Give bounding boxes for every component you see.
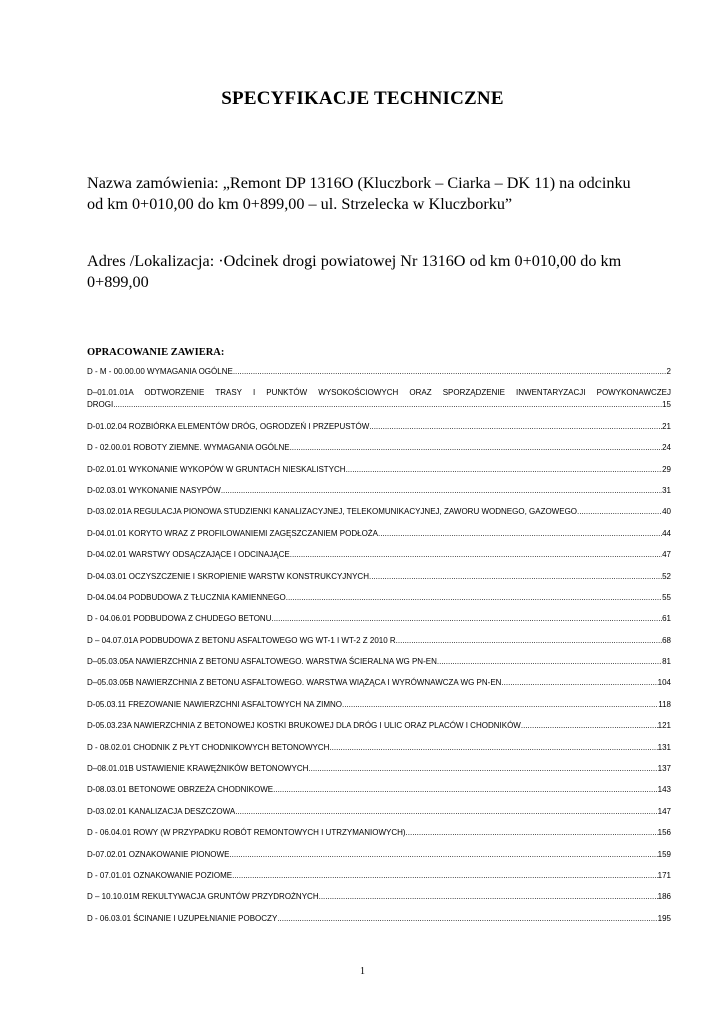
toc-leader-dots <box>233 366 667 378</box>
toc-entry <box>87 870 671 882</box>
toc-entry-page: 121 <box>657 721 671 731</box>
toc-entry-title: D - 06.03.01 ŚCINANIE I UZUPEŁNIANIE POBOCZY <box>87 913 278 923</box>
toc-entry <box>87 506 671 518</box>
toc-entry-title: DROGI <box>87 400 114 410</box>
toc-leader-dots <box>319 891 658 903</box>
toc-entry-page: 44 <box>662 528 671 538</box>
toc-entry-page: 137 <box>657 764 671 774</box>
toc-entry-title: D – 10.10.01M REKULTYWACJA GRUNTÓW PRZYDROŻNYCH <box>87 892 319 902</box>
toc-leader-dots <box>329 742 657 754</box>
address-location <box>87 251 687 293</box>
toc-entry-page: 2 <box>666 367 671 376</box>
toc-entry <box>87 742 671 754</box>
toc-entry-title: D–08.01.01B USTAWIENIE KRAWĘŻNIKÓW BETONOWYCH <box>87 764 309 774</box>
toc-entry-page: 118 <box>658 699 671 709</box>
toc-leader-dots <box>273 784 658 796</box>
toc-entry <box>87 387 671 411</box>
toc-entry-title: D-04.01.01 KORYTO WRAZ Z PROFILOWANIEMI ZAGĘSZCZANIEM PODŁOŻA <box>87 528 379 538</box>
section-heading: OPRACOWANIE ZAWIERA: <box>87 347 225 358</box>
toc-leader-dots <box>437 656 662 668</box>
toc-entry-title: D-04.03.01 OCZYSZCZENIE I SKROPIENIE WARSTW KONSTRUKCYJNYCH <box>87 571 369 581</box>
toc-entry-title: D - 02.00.01 ROBOTY ZIEMNE. WYMAGANIA OGÓLNE <box>87 443 290 453</box>
toc-entry <box>87 635 671 647</box>
toc-entry-page: 81 <box>662 657 671 667</box>
toc-entry <box>87 784 671 796</box>
toc-leader-dots <box>369 571 662 583</box>
toc-entry-page: 21 <box>662 421 671 431</box>
toc-entry-page: 68 <box>662 635 671 645</box>
toc-leader-dots <box>229 849 657 861</box>
toc-entry <box>87 656 671 668</box>
order-name <box>87 173 687 215</box>
toc-entry-title: D-02.01.01 WYKONANIE WYKOPÓW W GRUNTACH NIESKALISTYCH <box>87 464 346 474</box>
toc-entry <box>87 485 671 497</box>
toc-leader-dots <box>232 870 658 882</box>
toc-entry-title: D - 08.02.01 CHODNIK Z PŁYT CHODNIKOWYCH BETONOWYCH <box>87 742 330 752</box>
toc-entry-page: 47 <box>662 550 671 560</box>
toc-entry-page: 29 <box>662 464 671 474</box>
toc-leader-dots <box>406 827 658 839</box>
toc-entry <box>87 571 671 583</box>
toc-entry-page: 186 <box>657 892 671 902</box>
order-name-line-1: Nazwa zamówienia: „Remont DP 1316O (Kluczbork – Ciarka – DK 11) na odcinku <box>87 174 631 192</box>
toc-leader-dots <box>342 699 658 711</box>
toc-entry-title: D-05.03.23A NAWIERZCHNIA Z BETONOWEJ KOSTKI BRUKOWEJ DLA DRÓG I ULIC ORAZ PLACÓW I CHODNIKÓW <box>87 721 521 731</box>
toc-entry <box>87 699 671 711</box>
toc-entry <box>87 806 671 818</box>
toc-entry <box>87 891 671 903</box>
toc-entry <box>87 677 671 689</box>
toc-entry-title: D - M - 00.00.00 WYMAGANIA OGÓLNE <box>87 367 233 376</box>
toc-entry <box>87 528 671 540</box>
page-number: 1 <box>360 966 365 977</box>
toc-leader-dots <box>286 592 662 604</box>
toc-entry-title: D–05.03.05A NAWIERZCHNIA Z BETONU ASFALTOWEGO. WARSTWA ŚCIERALNA WG PN-EN <box>87 657 437 667</box>
toc-leader-dots <box>501 677 657 689</box>
toc-leader-dots <box>221 485 662 497</box>
toc-entry-page: 171 <box>657 870 671 880</box>
toc-entry-page: 52 <box>662 571 671 581</box>
toc-entry <box>87 849 671 861</box>
toc-entry <box>87 763 671 775</box>
toc-entry-title: D–05.03.05B NAWIERZCHNIA Z BETONU ASFALTOWEGO. WARSTWA WIĄŻĄCA I WYRÓWNAWCZA WG PN-EN <box>87 678 502 688</box>
toc-entry <box>87 613 671 625</box>
toc-entry-title: D-08.03.01 BETONOWE OBRZEŻA CHODNIKOWE <box>87 785 274 795</box>
toc-entry <box>87 421 671 433</box>
toc-leader-dots <box>290 442 663 454</box>
toc-entry <box>87 913 671 925</box>
address-line-1: Adres /Lokalizacja: ·Odcinek drogi powiatowej Nr 1316O od km 0+010,00 do km <box>87 252 622 270</box>
toc-entry-title: D - 07.01.01 OZNAKOWANIE POZIOME <box>87 870 233 880</box>
toc-entry-page: 31 <box>662 485 671 495</box>
toc-leader-dots <box>290 549 662 561</box>
order-name-line-2: od km 0+010,00 do km 0+899,00 – ul. Strzelecka w Kluczborku” <box>87 195 513 213</box>
toc-entry-page: 55 <box>662 592 671 602</box>
toc-leader-dots <box>577 506 662 518</box>
toc-leader-dots <box>113 399 662 411</box>
toc-entry-title: D-05.03.11 FREZOWANIE NAWIERZCHNI ASFALTOWYCH NA ZIMNO <box>87 699 342 709</box>
document-title: SPECYFIKACJE TECHNICZNE <box>221 88 504 109</box>
toc-entry <box>87 720 671 732</box>
toc-entry <box>87 442 671 454</box>
toc-entry-page: 156 <box>657 828 671 838</box>
address-line-2: 0+899,00 <box>87 273 149 291</box>
toc-entry-page: 40 <box>662 507 671 517</box>
toc-entry-title: D - 04.06.01 PODBUDOWA Z CHUDEGO BETONU <box>87 614 272 624</box>
toc-entry-page: 61 <box>662 614 671 624</box>
toc-entry-page: 104 <box>657 678 671 688</box>
toc-entry-page: 159 <box>657 849 671 859</box>
toc-entry <box>87 464 671 476</box>
toc-entry-title: D-03.02.01 KANALIZACJA DESZCZOWA <box>87 806 236 816</box>
toc-entry <box>87 827 671 839</box>
toc-entry-title: D-07.02.01 OZNAKOWANIE PIONOWE <box>87 849 230 859</box>
toc-entry-title: D-04.02.01 WARSTWY ODSĄCZAJĄCE I ODCINAJĄCE <box>87 550 290 560</box>
toc-leader-dots <box>346 464 663 476</box>
toc-entry-title-line-1: D–01.01.01A ODTWORZENIE TRASY I PUNKTÓW WYSOKOŚCIOWYCH ORAZ SPORZĄDZENIE INWENTARYZACJI POWYKONAWCZEJ <box>87 388 671 398</box>
toc-entry-title: D-04.04.04 PODBUDOWA Z TŁUCZNIA KAMIENNEGO <box>87 592 286 602</box>
toc-leader-dots <box>308 763 657 775</box>
toc-leader-dots <box>378 528 662 540</box>
toc-entry <box>87 592 671 604</box>
toc-entry-page: 143 <box>657 785 671 795</box>
toc-entry-title: D-02.03.01 WYKONANIE NASYPÓW <box>87 485 221 495</box>
toc-entry-title: D - 06.04.01 ROWY (W PRZYPADKU ROBÓT REMONTOWYCH I UTRZYMANIOWYCH) <box>87 828 406 838</box>
toc-entry-page: 147 <box>657 806 671 816</box>
toc-leader-dots <box>277 913 657 925</box>
toc-leader-dots <box>521 720 658 732</box>
toc-entry-page: 195 <box>657 913 671 923</box>
toc-entry-page: 131 <box>657 742 671 752</box>
toc-leader-dots <box>271 613 662 625</box>
toc-entry-page: 15 <box>662 400 671 410</box>
toc-entry <box>87 366 671 378</box>
toc-leader-dots <box>369 421 662 433</box>
toc-entry-page: 24 <box>662 443 671 453</box>
toc-entry-title: D – 04.07.01A PODBUDOWA Z BETONU ASFALTOWEGO WG WT-1 I WT-2 Z 2010 R <box>87 635 396 645</box>
toc-entry-title: D-01.02.04 ROZBIÓRKA ELEMENTÓW DRÓG, OGRODZEŃ I PRZEPUSTÓW <box>87 421 370 431</box>
toc-entry <box>87 549 671 561</box>
toc-leader-dots <box>396 635 662 647</box>
table-of-contents <box>87 366 671 934</box>
toc-entry-title: D-03.02.01A REGULACJA PIONOWA STUDZIENKI KANALIZACYJNEJ, TELEKOMUNIKACYJNEJ, ZAWORU WODNEGO, GAZOWEGO <box>87 507 578 517</box>
toc-leader-dots <box>235 806 657 818</box>
